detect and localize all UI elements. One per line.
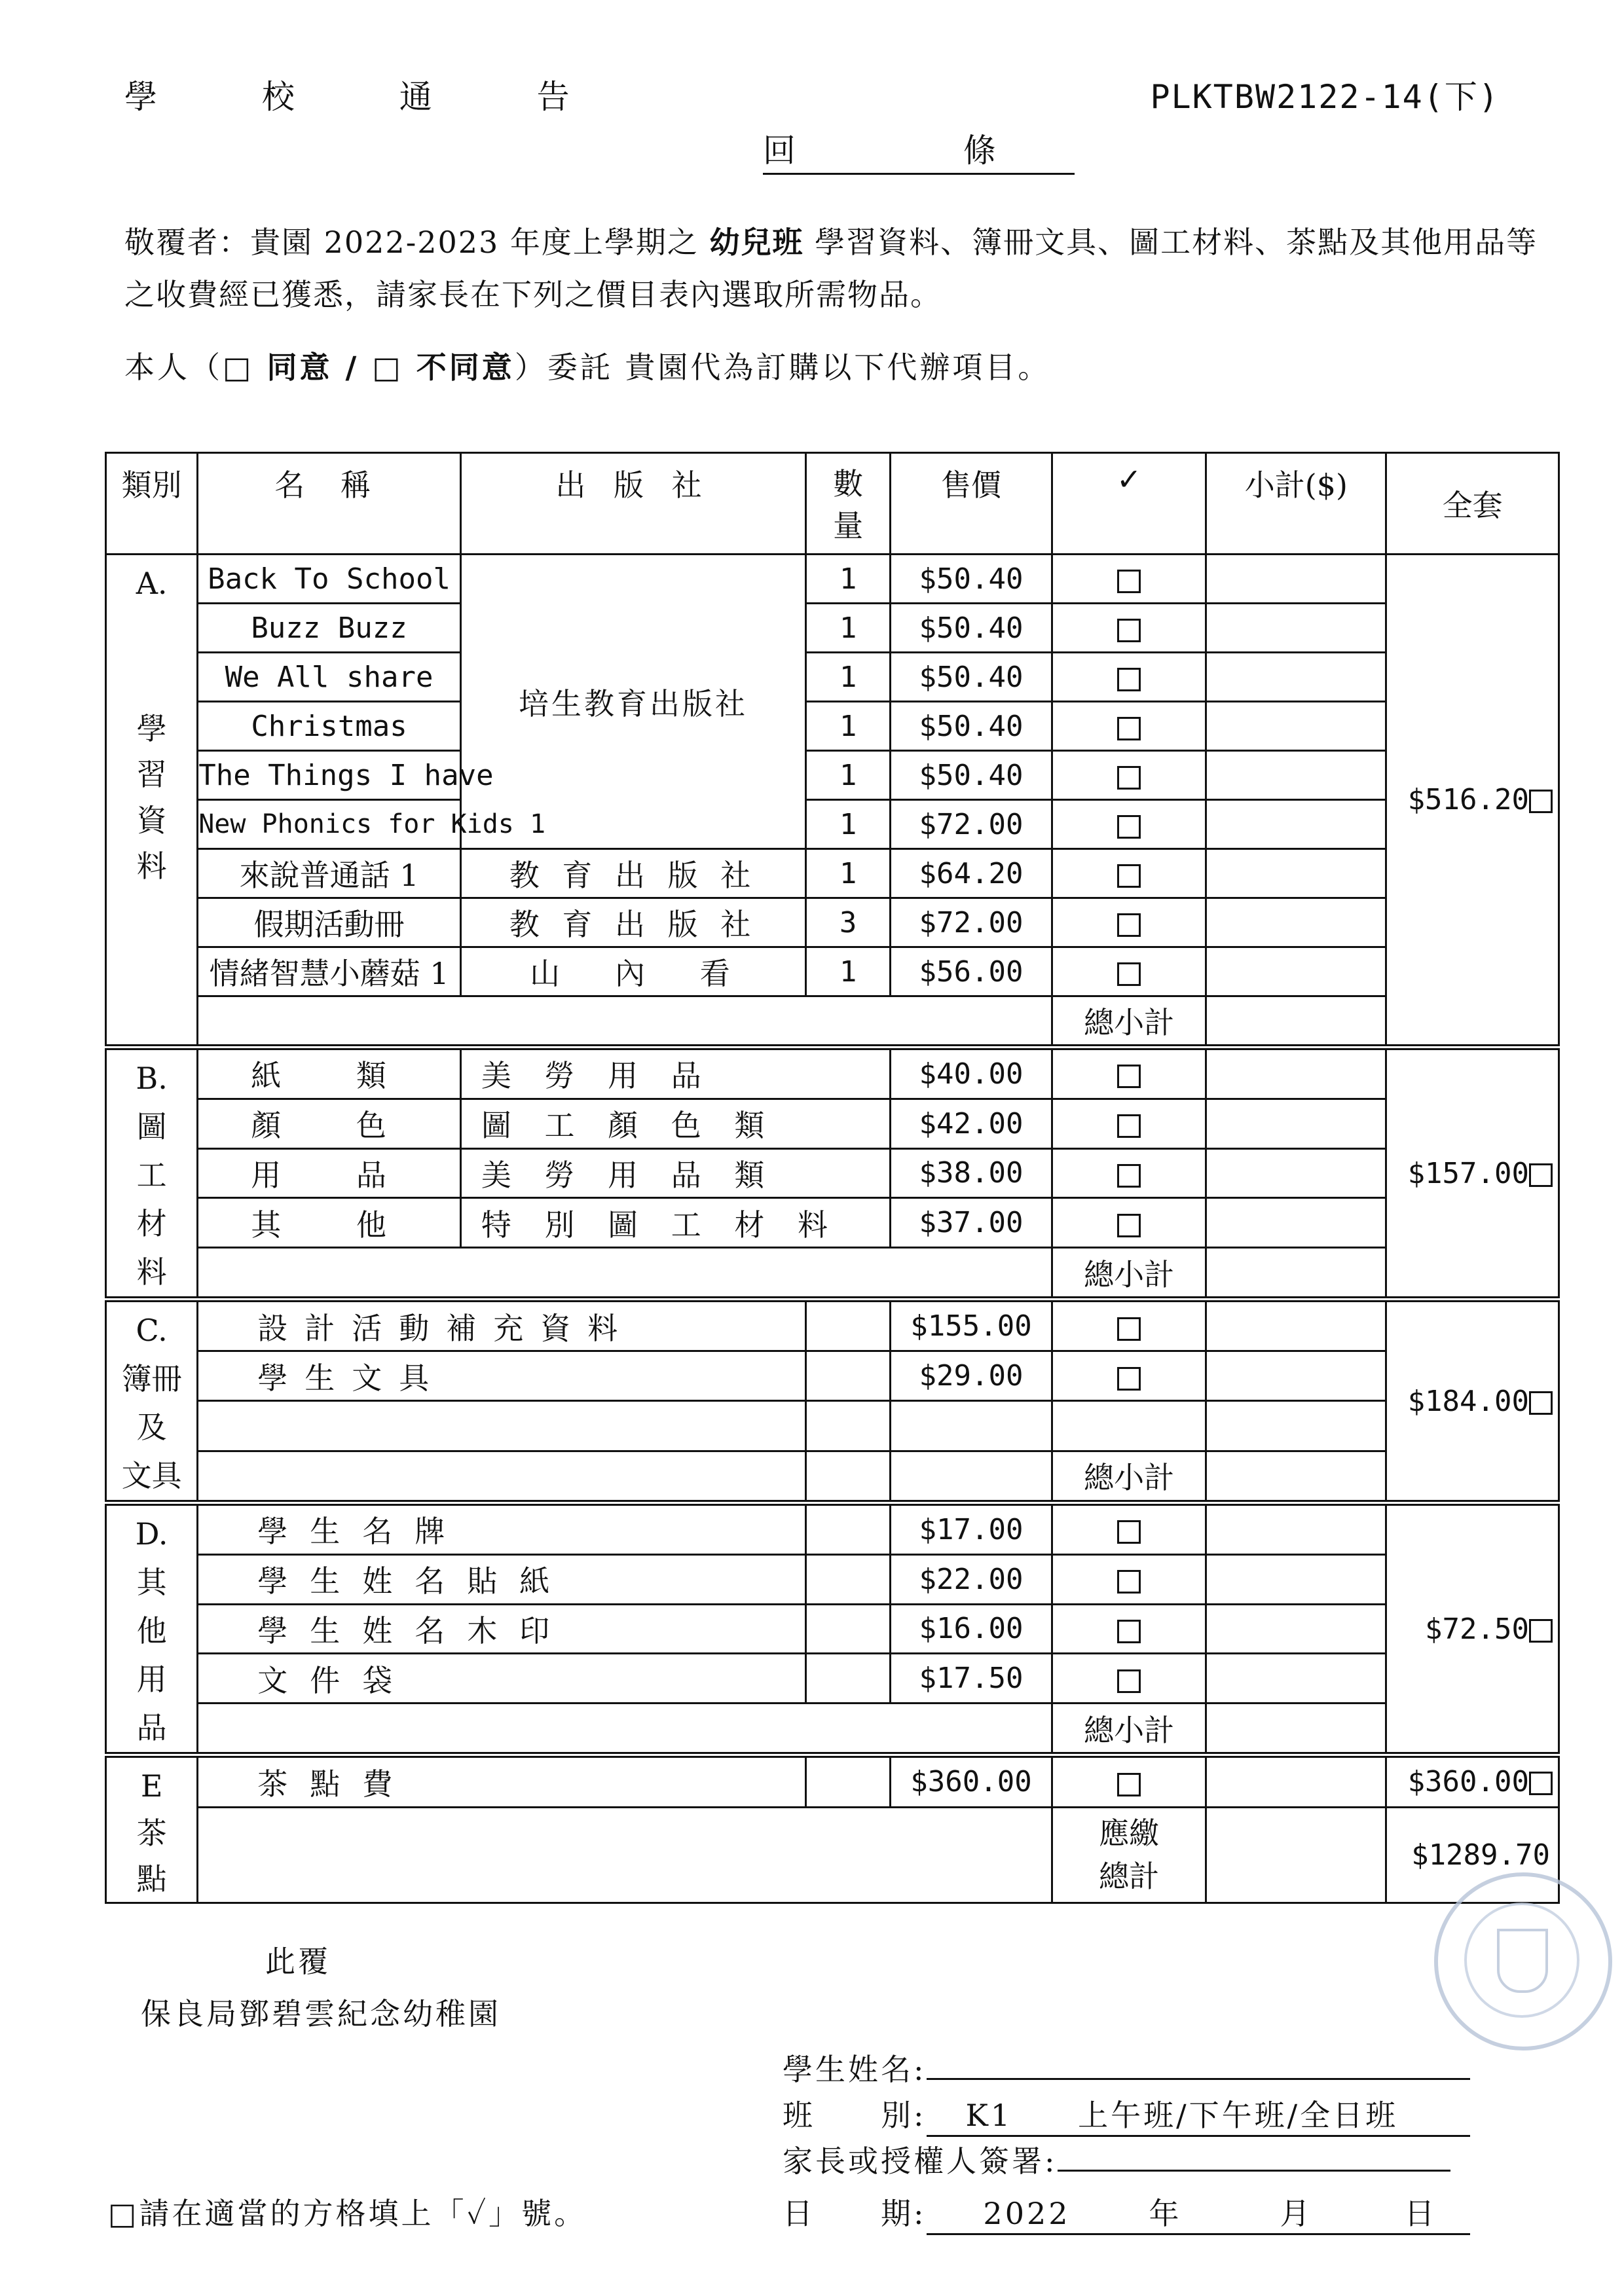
item-price: $40.00 xyxy=(891,1048,1052,1099)
blank-cell xyxy=(806,1351,891,1401)
section-b-set xyxy=(1386,1048,1559,1300)
header-category: 類別 xyxy=(106,453,198,555)
checkbox[interactable] xyxy=(1117,1520,1141,1544)
item-price: $155.00 xyxy=(891,1300,1052,1351)
header-subtotal: 小計($) xyxy=(1206,453,1386,555)
table-header-row xyxy=(106,453,1559,555)
checkbox[interactable] xyxy=(1117,864,1141,888)
checkbox[interactable] xyxy=(1117,1669,1141,1693)
checkbox[interactable] xyxy=(1117,1620,1141,1643)
section-subtotal[interactable] xyxy=(1206,1451,1386,1503)
checkbox[interactable] xyxy=(1117,1114,1141,1138)
section-c-set-price: $184.00 xyxy=(1407,1384,1529,1418)
item-check[interactable] xyxy=(1052,751,1206,800)
item-subtotal[interactable] xyxy=(1206,1300,1386,1351)
item-check[interactable] xyxy=(1052,1351,1206,1401)
item-subtotal[interactable] xyxy=(1206,1604,1386,1654)
header-publisher: 出 版 社 xyxy=(460,453,805,555)
school-notice-title: 學 校 通 告 xyxy=(124,78,617,116)
fee-table xyxy=(105,452,1560,1904)
parent-sign-field[interactable] xyxy=(1058,2143,1450,2172)
consent-disagree-option[interactable]: □ 不同意 xyxy=(372,350,515,385)
section-e-label: E xyxy=(140,1768,163,1804)
item-name: 學生名牌 xyxy=(198,1503,806,1555)
table-row xyxy=(106,1099,1559,1148)
item-subtotal[interactable] xyxy=(1206,849,1386,898)
item-check[interactable] xyxy=(1052,849,1206,898)
table-row xyxy=(106,1351,1559,1401)
item-price: $37.00 xyxy=(891,1198,1052,1248)
item-subtotal[interactable] xyxy=(1206,1755,1386,1808)
section-b-set-price: $157.00 xyxy=(1407,1156,1529,1190)
item-name: 來說普通話 1 xyxy=(198,849,461,898)
item-subtotal[interactable] xyxy=(1206,1654,1386,1704)
section-b-vertical: 圖工材料 xyxy=(136,1109,167,1290)
grand-total-label xyxy=(1052,1807,1206,1903)
item-subtotal[interactable] xyxy=(1206,1198,1386,1248)
consent-slash: / xyxy=(332,350,373,385)
section-c-vertical-1: 簿冊 xyxy=(121,1361,182,1396)
set-checkbox[interactable] xyxy=(1529,1163,1553,1187)
item-price: $16.00 xyxy=(891,1604,1052,1654)
section-e-set-price: $360.00 xyxy=(1407,1765,1529,1799)
subtotal-row xyxy=(106,1248,1559,1300)
item-subtotal[interactable] xyxy=(1206,898,1386,947)
item-price: $50.40 xyxy=(891,702,1052,751)
item-name: Christmas xyxy=(198,702,461,751)
section-d-set-price: $72.50 xyxy=(1425,1612,1529,1646)
item-name: New Phonics for Kids 1 xyxy=(198,800,461,849)
section-e-set xyxy=(1386,1755,1559,1808)
item-name: 學生文具 xyxy=(198,1351,806,1401)
item-price: $56.00 xyxy=(891,947,1052,996)
item-name: 文件袋 xyxy=(198,1654,806,1704)
item-qty: 1 xyxy=(806,702,891,751)
class-label: 班 別: xyxy=(783,2098,927,2133)
set-checkbox[interactable] xyxy=(1529,1619,1553,1643)
date-label: 日 期: xyxy=(783,2196,927,2231)
consent-agree-option[interactable]: □ 同意 xyxy=(223,350,333,385)
item-name: 美 勞 用 品 xyxy=(460,1048,890,1099)
blank-cell xyxy=(198,1401,806,1451)
section-b-category xyxy=(106,1048,198,1300)
item-name: 美 勞 用 品 類 xyxy=(460,1148,890,1198)
item-price: $17.50 xyxy=(891,1654,1052,1704)
table-row xyxy=(106,1198,1559,1248)
item-qty: 1 xyxy=(806,653,891,702)
table-row xyxy=(106,1048,1559,1099)
item-name: 圖 工 顏 色 類 xyxy=(460,1099,890,1148)
blank-cell xyxy=(806,1604,891,1654)
section-d-vertical: 其他用品 xyxy=(136,1565,167,1745)
item-price: $42.00 xyxy=(891,1099,1052,1148)
item-check[interactable] xyxy=(1052,1048,1206,1099)
consent-line xyxy=(124,344,1050,387)
checkbox[interactable] xyxy=(1117,1367,1141,1391)
day-char: 日 xyxy=(1404,2196,1437,2231)
item-publisher: 山 內 看 xyxy=(460,947,805,996)
subtotal-row xyxy=(106,1451,1559,1503)
item-name: 設計活動補充資料 xyxy=(198,1300,806,1351)
item-type: 顏 色 xyxy=(198,1099,461,1148)
header-qty: 數量 xyxy=(806,453,891,555)
item-price: $50.40 xyxy=(891,604,1052,653)
student-name-row xyxy=(783,2046,1470,2089)
grand-total-row xyxy=(106,1807,1559,1903)
item-subtotal[interactable] xyxy=(1206,800,1386,849)
item-name: 學生姓名木印 xyxy=(198,1604,806,1654)
subtotal-label: 總小計 xyxy=(1052,1248,1206,1300)
item-qty: 3 xyxy=(806,898,891,947)
section-subtotal[interactable] xyxy=(1206,1704,1386,1755)
item-check[interactable] xyxy=(1052,1148,1206,1198)
school-stamp-icon xyxy=(1434,1872,1612,2050)
item-check[interactable] xyxy=(1052,555,1206,604)
checkbox[interactable] xyxy=(1117,1214,1141,1237)
item-subtotal[interactable] xyxy=(1206,1048,1386,1099)
table-row xyxy=(106,898,1559,947)
stamp-shield-icon xyxy=(1497,1929,1548,1993)
section-b-label: B. xyxy=(136,1061,168,1096)
section-subtotal[interactable] xyxy=(1206,1248,1386,1300)
item-qty: 1 xyxy=(806,849,891,898)
notice-code: PLKTBW2122-14(下) xyxy=(1150,78,1500,116)
item-price: $72.00 xyxy=(891,800,1052,849)
header-set: 全套 xyxy=(1386,453,1559,555)
set-checkbox[interactable] xyxy=(1529,790,1553,813)
class-field[interactable]: K1 上午班/下午班/全日班 xyxy=(927,2092,1470,2137)
item-price: $17.00 xyxy=(891,1503,1052,1555)
blank-cell xyxy=(806,1755,891,1808)
blank-cell xyxy=(198,1807,1052,1903)
item-publisher: 教 育 出 版 社 xyxy=(460,849,805,898)
intro-class-name: 幼兒班 xyxy=(709,225,804,260)
date-field[interactable] xyxy=(927,2190,1470,2235)
item-qty: 1 xyxy=(806,947,891,996)
item-name: 假期活動冊 xyxy=(198,898,461,947)
table-row xyxy=(106,1755,1559,1808)
consent-prefix: 本人（ xyxy=(124,350,223,385)
blank-cell xyxy=(806,1401,891,1451)
checkbox[interactable] xyxy=(1117,570,1141,593)
month-char: 月 xyxy=(1280,2196,1313,2231)
set-checkbox[interactable] xyxy=(1529,1391,1553,1415)
blank-cell xyxy=(806,1554,891,1604)
item-subtotal[interactable] xyxy=(1206,1099,1386,1148)
item-subtotal[interactable] xyxy=(1206,947,1386,996)
class-row xyxy=(783,2092,1470,2137)
blank-cell xyxy=(198,1248,1052,1300)
item-type: 用 品 xyxy=(198,1148,461,1198)
item-publisher: 教 育 出 版 社 xyxy=(460,898,805,947)
item-subtotal[interactable] xyxy=(1206,1148,1386,1198)
checkbox[interactable] xyxy=(1117,913,1141,937)
grand-total-input[interactable] xyxy=(1206,1807,1386,1903)
item-subtotal[interactable] xyxy=(1206,751,1386,800)
table-row xyxy=(106,653,1559,702)
student-name-field[interactable] xyxy=(927,2052,1470,2080)
item-name: We All share xyxy=(198,653,461,702)
item-subtotal[interactable] xyxy=(1206,1503,1386,1555)
closing-line: 此覆 xyxy=(265,1944,331,1979)
section-d-label: D. xyxy=(135,1516,168,1552)
school-name: 保良局鄧碧雲紀念幼稚園 xyxy=(141,1996,501,2032)
section-c-vertical-2: 及 xyxy=(136,1410,167,1445)
blank-cell xyxy=(891,1401,1052,1451)
table-row xyxy=(106,1503,1559,1555)
table-row xyxy=(106,751,1559,800)
header-check: ✓ xyxy=(1052,453,1206,555)
grand-total-value: $1289.70 xyxy=(1386,1807,1559,1903)
checkbox[interactable] xyxy=(1117,1773,1141,1796)
item-check[interactable] xyxy=(1052,1300,1206,1351)
section-c-category xyxy=(106,1300,198,1503)
checkbox[interactable] xyxy=(1117,619,1141,642)
section-c-label: C. xyxy=(136,1313,168,1348)
item-name: Back To School xyxy=(198,555,461,604)
item-check[interactable] xyxy=(1052,653,1206,702)
item-name: 情緒智慧小蘑菇 1 xyxy=(198,947,461,996)
item-check[interactable] xyxy=(1052,1198,1206,1248)
item-price: $360.00 xyxy=(891,1755,1052,1808)
table-row xyxy=(106,604,1559,653)
item-qty: 1 xyxy=(806,555,891,604)
subtotal-row xyxy=(106,996,1559,1048)
reply-slip-title: 回 條 xyxy=(763,124,1075,175)
item-check[interactable] xyxy=(1052,1755,1206,1808)
shared-publisher: 培生教育出版社 xyxy=(460,555,805,849)
item-name: Buzz Buzz xyxy=(198,604,461,653)
table-row xyxy=(106,947,1559,996)
table-row xyxy=(106,1148,1559,1198)
item-price: $72.00 xyxy=(891,898,1052,947)
checkbox[interactable] xyxy=(1117,1164,1141,1188)
grand-total-label-2: 總計 xyxy=(1099,1859,1160,1895)
item-qty: 1 xyxy=(806,800,891,849)
item-price: $50.40 xyxy=(891,555,1052,604)
item-check[interactable] xyxy=(1052,702,1206,751)
checkbox[interactable] xyxy=(1117,1317,1141,1341)
item-type: 紙 類 xyxy=(198,1048,461,1099)
intro-paragraph xyxy=(124,216,1539,321)
subtotal-label: 總小計 xyxy=(1052,996,1206,1048)
table-row xyxy=(106,1554,1559,1604)
item-qty: 1 xyxy=(806,604,891,653)
item-qty: 1 xyxy=(806,751,891,800)
intro-suffix: 學習資料、簿冊文具、圖工材料、茶點及其他用品等之收費經已獲悉，請家長在下列之價目表內選取所需物品。 xyxy=(124,225,1538,312)
parent-sign-label: 家長或授權人簽署: xyxy=(783,2143,1058,2179)
section-c-vertical-3: 文具 xyxy=(121,1458,182,1493)
header-price: 售價 xyxy=(891,453,1052,555)
blank-cell xyxy=(806,1300,891,1351)
item-subtotal[interactable] xyxy=(1206,1554,1386,1604)
item-name: 特 別 圖 工 材 料 xyxy=(460,1198,890,1248)
item-subtotal[interactable] xyxy=(1206,604,1386,653)
item-check[interactable] xyxy=(1052,1604,1206,1654)
item-subtotal[interactable] xyxy=(1206,1351,1386,1401)
item-check[interactable] xyxy=(1052,947,1206,996)
item-price: $38.00 xyxy=(891,1148,1052,1198)
table-row xyxy=(106,702,1559,751)
checkbox[interactable] xyxy=(1117,1065,1141,1088)
table-row xyxy=(106,555,1559,604)
table-row xyxy=(106,1401,1559,1451)
set-checkbox[interactable] xyxy=(1529,1772,1553,1795)
section-d-category xyxy=(106,1503,198,1755)
blank-cell xyxy=(1052,1401,1206,1451)
checkbox[interactable] xyxy=(1117,962,1141,986)
blank-cell xyxy=(806,1503,891,1555)
year-char: 年 xyxy=(1149,2196,1182,2231)
checkbox[interactable] xyxy=(1117,668,1141,691)
subtotal-row xyxy=(106,1704,1559,1755)
subtotal-label: 總小計 xyxy=(1052,1451,1206,1503)
item-type: 其 他 xyxy=(198,1198,461,1248)
date-row xyxy=(783,2190,1470,2235)
item-check[interactable] xyxy=(1052,898,1206,947)
section-d-set xyxy=(1386,1503,1559,1755)
section-c-set xyxy=(1386,1300,1559,1503)
item-price: $22.00 xyxy=(891,1554,1052,1604)
table-row xyxy=(106,1604,1559,1654)
item-check[interactable] xyxy=(1052,1654,1206,1704)
consent-suffix: ）委託 貴園代為訂購以下代辦項目。 xyxy=(514,350,1051,385)
table-row xyxy=(106,1654,1559,1704)
blank-cell xyxy=(198,996,1052,1048)
item-subtotal[interactable] xyxy=(1206,702,1386,751)
section-e-vertical: 茶點 xyxy=(136,1815,167,1897)
table-row xyxy=(106,800,1559,849)
section-a-set-price: $516.20 xyxy=(1407,783,1529,816)
section-subtotal[interactable] xyxy=(1206,996,1386,1048)
item-price: $50.40 xyxy=(891,751,1052,800)
checkbox[interactable] xyxy=(1117,1570,1141,1594)
grand-total-label-1: 應繳 xyxy=(1099,1815,1160,1851)
section-a-category xyxy=(106,555,198,1048)
checkbox[interactable] xyxy=(1117,766,1141,790)
blank-cell xyxy=(1206,1401,1386,1451)
table-row xyxy=(106,1300,1559,1351)
section-a-label: A. xyxy=(136,566,168,601)
item-check[interactable] xyxy=(1052,1554,1206,1604)
blank-cell xyxy=(891,1451,1052,1503)
item-check[interactable] xyxy=(1052,1099,1206,1148)
blank-cell xyxy=(806,1451,891,1503)
intro-prefix: 敬覆者：貴園 2022-2023 年度上學期之 xyxy=(124,225,710,260)
date-year: 2022 xyxy=(983,2196,1071,2231)
item-subtotal[interactable] xyxy=(1206,653,1386,702)
item-price: $29.00 xyxy=(891,1351,1052,1401)
student-name-label: 學生姓名: xyxy=(783,2052,927,2087)
checkmark-note: □請在適當的方格填上「✓」號。 xyxy=(108,2196,587,2231)
item-name: 學生姓名貼紙 xyxy=(198,1554,806,1604)
checkbox[interactable] xyxy=(1117,815,1141,839)
checkbox[interactable] xyxy=(1117,717,1141,740)
section-a-set xyxy=(1386,555,1559,1048)
section-e-category xyxy=(106,1755,198,1903)
header-name: 名 稱 xyxy=(198,453,461,555)
blank-cell xyxy=(806,1654,891,1704)
blank-cell xyxy=(198,1704,1052,1755)
item-check[interactable] xyxy=(1052,604,1206,653)
item-check[interactable] xyxy=(1052,800,1206,849)
table-row xyxy=(106,849,1559,898)
section-a-vertical: 學習資料 xyxy=(136,711,167,884)
parent-sign-row xyxy=(783,2138,1450,2181)
item-price: $50.40 xyxy=(891,653,1052,702)
item-price: $64.20 xyxy=(891,849,1052,898)
item-name: 茶點費 xyxy=(198,1755,806,1808)
subtotal-label: 總小計 xyxy=(1052,1704,1206,1755)
blank-cell xyxy=(198,1451,806,1503)
item-name: The Things I have xyxy=(198,751,461,800)
item-subtotal[interactable] xyxy=(1206,555,1386,604)
item-check[interactable] xyxy=(1052,1503,1206,1555)
